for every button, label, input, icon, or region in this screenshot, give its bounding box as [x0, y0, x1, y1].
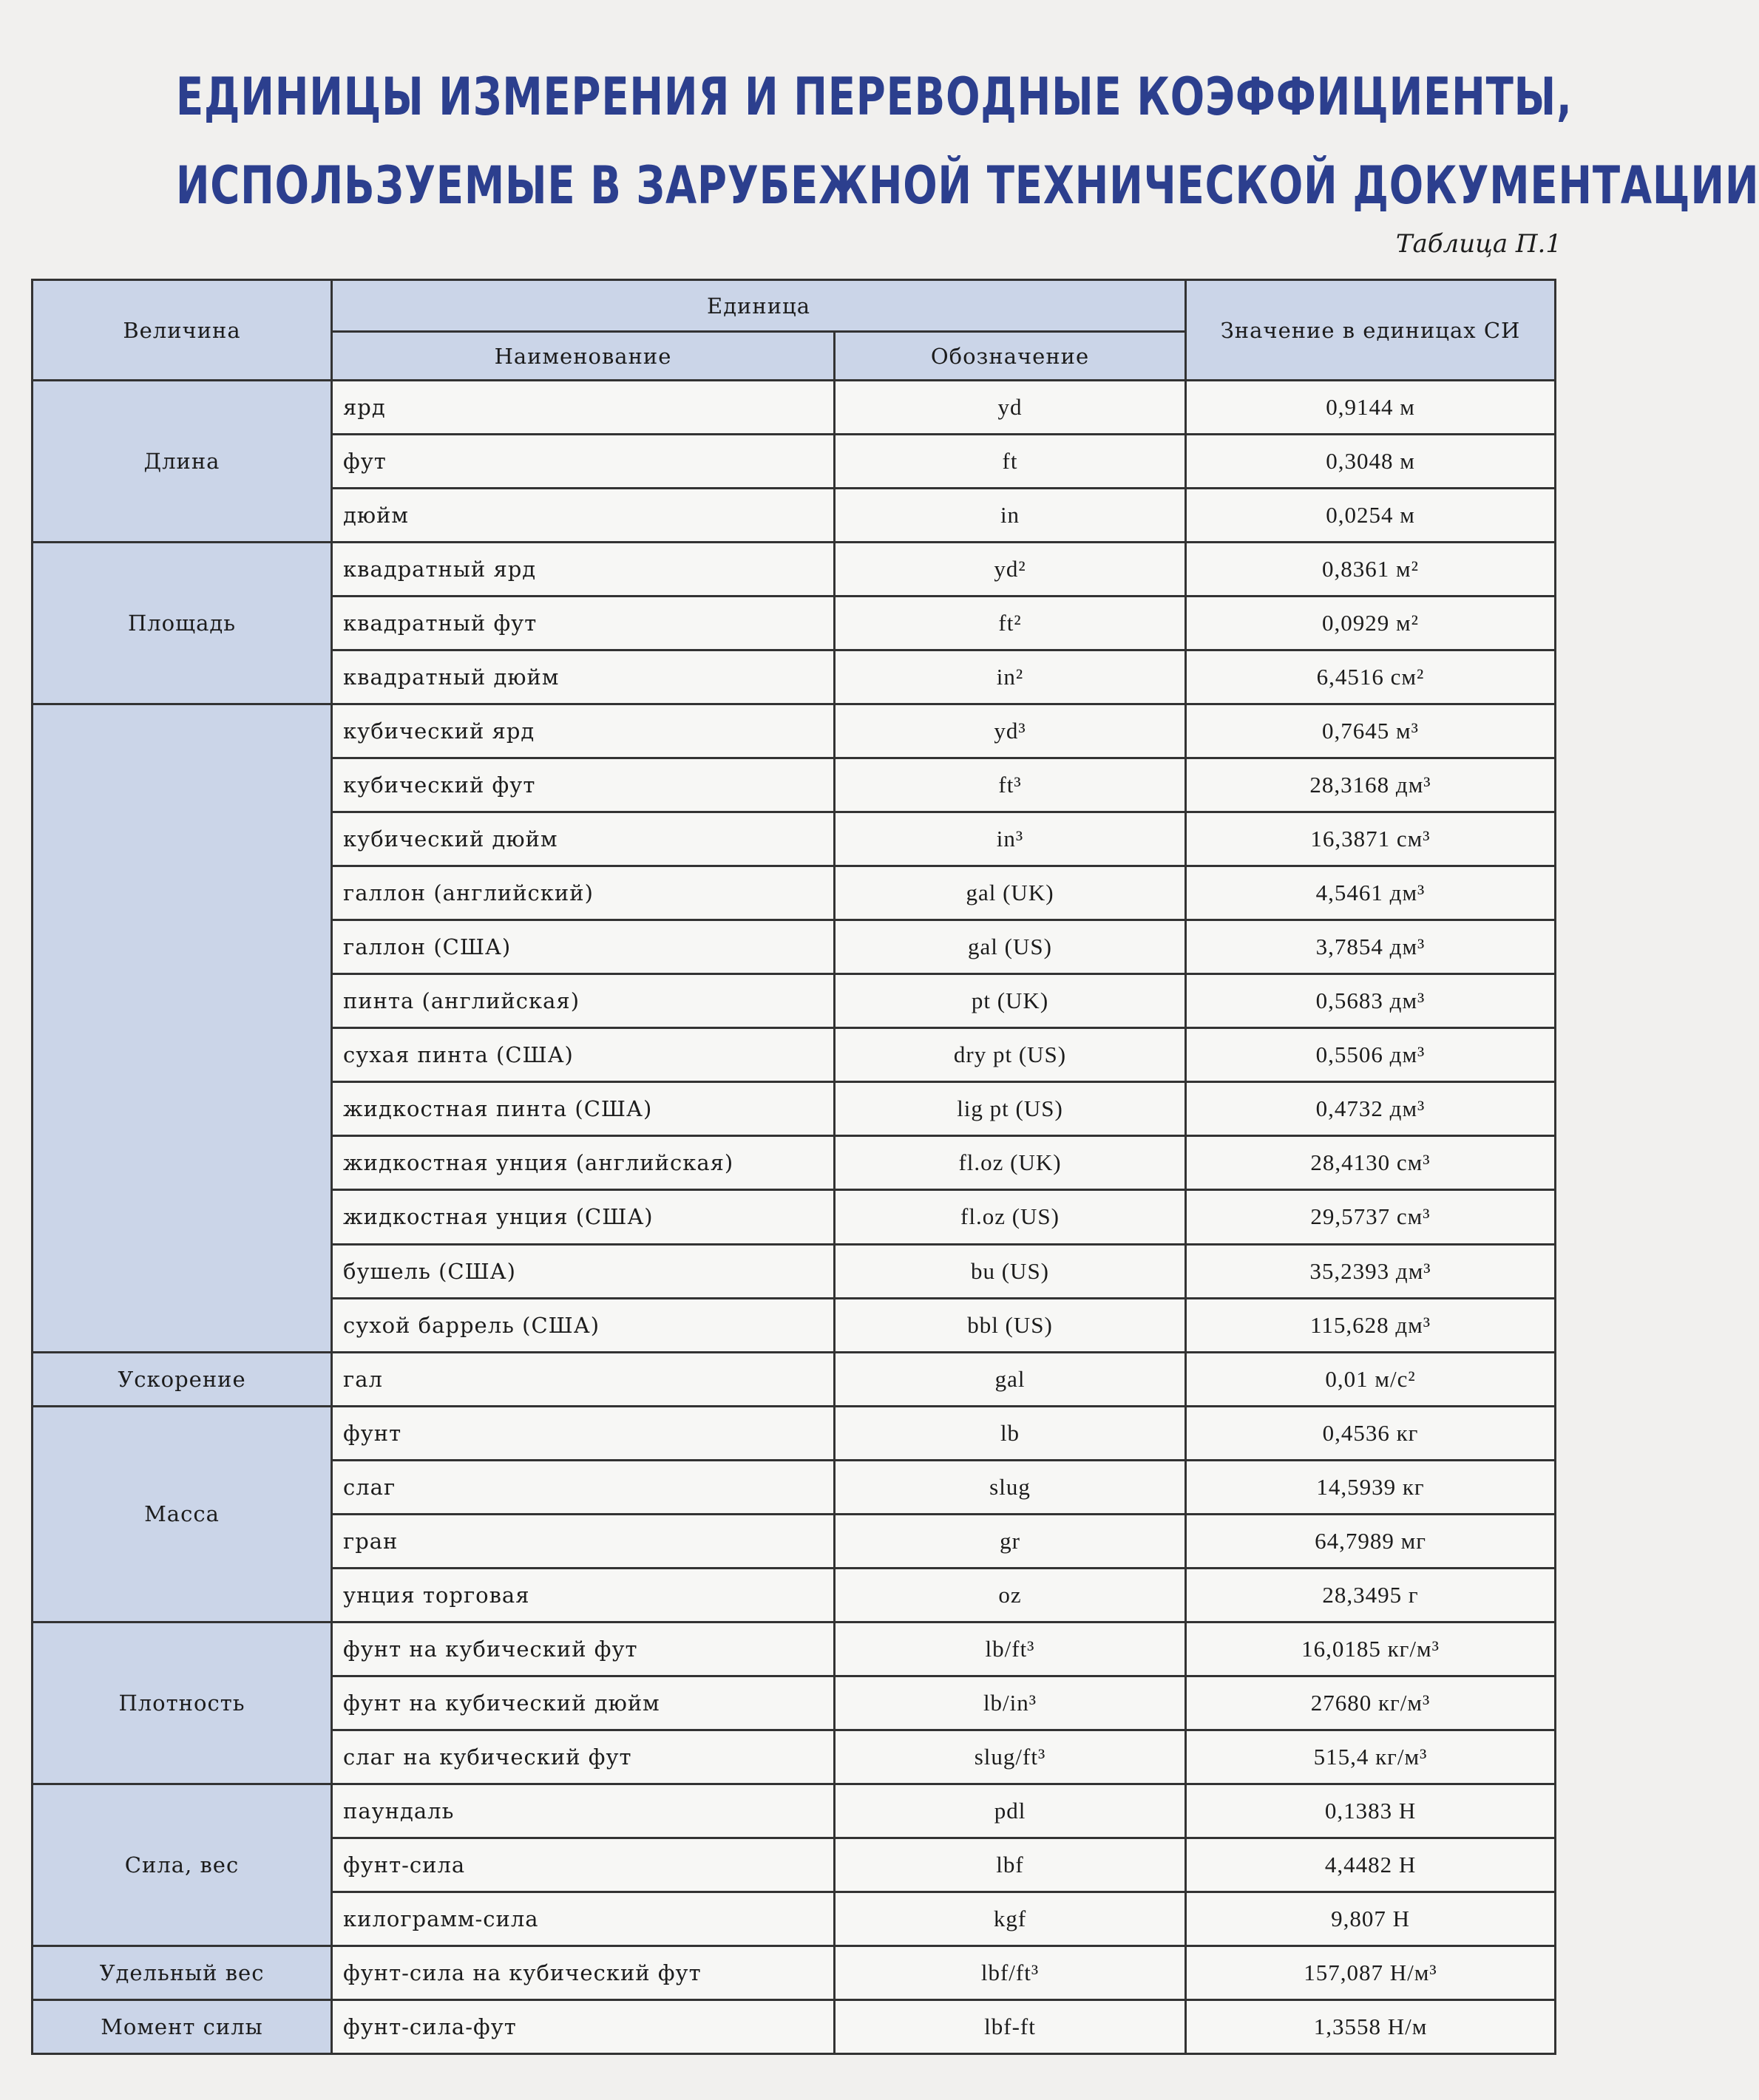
symbol-cell: lig pt (US) — [835, 1082, 1186, 1136]
si-value-cell: 16,3871 см³ — [1186, 812, 1556, 866]
table-row — [33, 1946, 1556, 1999]
si-value-cell: 0,0929 м² — [1186, 597, 1556, 650]
si-value-cell: 0,3048 м — [1186, 435, 1556, 489]
name-cell: фунт-сила на кубический фут — [332, 1946, 835, 1999]
symbol-cell: gal — [835, 1352, 1186, 1406]
page-title-line-1: ЕДИНИЦЫ ИЗМЕРЕНИЯ И ПЕРЕВОДНЫЕ КОЭФФИЦИЕНТЫ, — [175, 67, 1573, 127]
symbol-cell: gal (UK) — [835, 866, 1186, 920]
symbol-cell: gr — [835, 1514, 1186, 1568]
name-cell: пинта (английская) — [332, 974, 835, 1028]
name-cell: килограмм-сила — [332, 1892, 835, 1946]
si-value-cell: 16,0185 кг/м³ — [1186, 1622, 1556, 1676]
symbol-cell: bbl (US) — [835, 1298, 1186, 1352]
si-value-cell: 9,807 Н — [1186, 1892, 1556, 1946]
symbol-cell: gal (US) — [835, 920, 1186, 974]
table-row — [33, 1784, 1556, 1838]
header-quantity: Величина — [33, 280, 332, 381]
quantity-cell: Масса — [33, 1406, 332, 1622]
si-value-cell: 4,5461 дм³ — [1186, 866, 1556, 920]
name-cell: галлон (английский) — [332, 866, 835, 920]
header-row — [33, 280, 1556, 332]
name-cell: паундаль — [332, 1784, 835, 1838]
si-value-cell: 28,3495 г — [1186, 1568, 1556, 1622]
symbol-cell: yd² — [835, 543, 1186, 597]
si-value-cell: 0,5683 дм³ — [1186, 974, 1556, 1028]
symbol-cell: slug — [835, 1460, 1186, 1514]
si-value-cell: 0,1383 Н — [1186, 1784, 1556, 1838]
quantity-cell: Момент силы — [33, 1999, 332, 2053]
si-value-cell: 64,7989 мг — [1186, 1514, 1556, 1568]
name-cell: фут — [332, 435, 835, 489]
name-cell: фунт-сила — [332, 1838, 835, 1892]
symbol-cell: kgf — [835, 1892, 1186, 1946]
si-value-cell: 515,4 кг/м³ — [1186, 1730, 1556, 1784]
si-value-cell: 1,3558 Н/м — [1186, 1999, 1556, 2053]
page-title-line-2: ИСПОЛЬЗУЕМЫЕ В ЗАРУБЕЖНОЙ ТЕХНИЧЕСКОЙ ДОКУМЕНТАЦИИ — [175, 155, 1759, 216]
symbol-cell: in — [835, 489, 1186, 543]
symbol-cell: ft³ — [835, 758, 1186, 812]
symbol-cell: fl.oz (UK) — [835, 1136, 1186, 1190]
name-cell: бушель (США) — [332, 1244, 835, 1298]
si-value-cell: 14,5939 кг — [1186, 1460, 1556, 1514]
symbol-cell: lb — [835, 1406, 1186, 1460]
si-value-cell: 157,087 Н/м³ — [1186, 1946, 1556, 1999]
si-value-cell: 35,2393 дм³ — [1186, 1244, 1556, 1298]
si-value-cell: 0,4536 кг — [1186, 1406, 1556, 1460]
si-value-cell: 0,9144 м — [1186, 381, 1556, 435]
table-row — [33, 543, 1556, 597]
header-unit: Единица — [332, 280, 1186, 332]
quantity-cell: Площадь — [33, 543, 332, 704]
symbol-cell: yd³ — [835, 704, 1186, 758]
name-cell: сухой баррель (США) — [332, 1298, 835, 1352]
table-row — [33, 1622, 1556, 1676]
name-cell: жидкостная унция (США) — [332, 1190, 835, 1244]
si-value-cell: 0,01 м/с² — [1186, 1352, 1556, 1406]
symbol-cell: in² — [835, 650, 1186, 704]
table-row — [33, 381, 1556, 435]
symbol-cell: lb/in³ — [835, 1676, 1186, 1730]
si-value-cell: 29,5737 см³ — [1186, 1190, 1556, 1244]
header-symbol: Обозначение — [835, 332, 1186, 381]
si-value-cell: 0,8361 м² — [1186, 543, 1556, 597]
symbol-cell: pt (UK) — [835, 974, 1186, 1028]
si-value-cell: 115,628 дм³ — [1186, 1298, 1556, 1352]
header-name: Наименование — [332, 332, 835, 381]
si-value-cell: 28,3168 дм³ — [1186, 758, 1556, 812]
name-cell: фунт-сила-фут — [332, 1999, 835, 2053]
name-cell: фунт — [332, 1406, 835, 1460]
symbol-cell: pdl — [835, 1784, 1186, 1838]
header-si-value: Значение в единицах СИ — [1186, 280, 1556, 381]
table-row — [33, 1406, 1556, 1460]
si-value-cell: 0,7645 м³ — [1186, 704, 1556, 758]
symbol-cell: dry pt (US) — [835, 1028, 1186, 1082]
symbol-cell: lbf-ft — [835, 1999, 1186, 2053]
table-body — [33, 381, 1556, 2054]
name-cell: унция торговая — [332, 1568, 835, 1622]
name-cell: квадратный фут — [332, 597, 835, 650]
quantity-cell: Длина — [33, 381, 332, 543]
si-value-cell: 3,7854 дм³ — [1186, 920, 1556, 974]
symbol-cell: fl.oz (US) — [835, 1190, 1186, 1244]
units-table — [31, 279, 1556, 2055]
quantity-cell: Сила, вес — [33, 1784, 332, 1946]
name-cell: ярд — [332, 381, 835, 435]
name-cell: сухая пинта (США) — [332, 1028, 835, 1082]
si-value-cell: 0,5506 дм³ — [1186, 1028, 1556, 1082]
table-row — [33, 704, 1556, 758]
symbol-cell: ft² — [835, 597, 1186, 650]
name-cell: кубический фут — [332, 758, 835, 812]
si-value-cell: 28,4130 см³ — [1186, 1136, 1556, 1190]
name-cell: фунт на кубический дюйм — [332, 1676, 835, 1730]
symbol-cell: ft — [835, 435, 1186, 489]
quantity-cell: Плотность — [33, 1622, 332, 1784]
quantity-cell: Удельный вес — [33, 1946, 332, 1999]
name-cell: слаг на кубический фут — [332, 1730, 835, 1784]
symbol-cell: slug/ft³ — [835, 1730, 1186, 1784]
quantity-cell — [33, 704, 332, 1352]
name-cell: фунт на кубический фут — [332, 1622, 835, 1676]
si-value-cell: 4,4482 Н — [1186, 1838, 1556, 1892]
symbol-cell: yd — [835, 381, 1186, 435]
name-cell: гал — [332, 1352, 835, 1406]
name-cell: гран — [332, 1514, 835, 1568]
name-cell: галлон (США) — [332, 920, 835, 974]
name-cell: кубический дюйм — [332, 812, 835, 866]
symbol-cell: lb/ft³ — [835, 1622, 1186, 1676]
name-cell: квадратный дюйм — [332, 650, 835, 704]
symbol-cell: oz — [835, 1568, 1186, 1622]
name-cell: жидкостная унция (английская) — [332, 1136, 835, 1190]
table-label: Таблица П.1 — [1395, 229, 1562, 259]
symbol-cell: in³ — [835, 812, 1186, 866]
name-cell: кубический ярд — [332, 704, 835, 758]
si-value-cell: 27680 кг/м³ — [1186, 1676, 1556, 1730]
name-cell: квадратный ярд — [332, 543, 835, 597]
si-value-cell: 0,0254 м — [1186, 489, 1556, 543]
name-cell: жидкостная пинта (США) — [332, 1082, 835, 1136]
si-value-cell: 6,4516 см² — [1186, 650, 1556, 704]
quantity-cell: Ускорение — [33, 1352, 332, 1406]
name-cell: слаг — [332, 1460, 835, 1514]
symbol-cell: lbf — [835, 1838, 1186, 1892]
symbol-cell: lbf/ft³ — [835, 1946, 1186, 1999]
symbol-cell: bu (US) — [835, 1244, 1186, 1298]
name-cell: дюйм — [332, 489, 835, 543]
table-row — [33, 1999, 1556, 2053]
table-row — [33, 1352, 1556, 1406]
si-value-cell: 0,4732 дм³ — [1186, 1082, 1556, 1136]
